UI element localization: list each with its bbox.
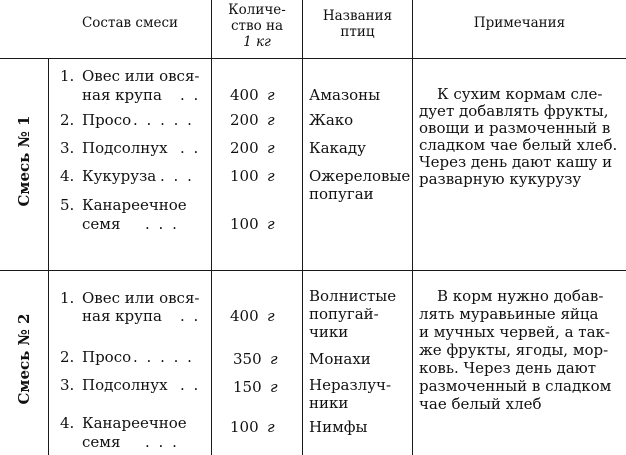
mix2-item-2-dots: . . . . . <box>133 348 194 366</box>
mix1-note-4: сладком чае белый хлеб. <box>419 136 618 154</box>
mix1-item-2-number: 2. <box>60 111 75 129</box>
mix2-note-4: же фрукты, ягоды, мор- <box>419 341 609 359</box>
mix2-item-4-line2: семя <box>82 433 121 451</box>
side-rule-2 <box>48 270 49 455</box>
mix1-item-2-dots: . . . . . <box>133 111 194 129</box>
mix2-item-1-line1: Овес или овся- <box>82 289 200 307</box>
mix1-bird-5: попугаи <box>309 185 374 203</box>
mix1-item-4-number: 4. <box>60 167 75 185</box>
mix1-item-1-line1: Овес или овся- <box>82 67 200 85</box>
mix2-item-3-unit: г <box>270 378 278 396</box>
mix1-item-5-dots: . . . <box>145 215 179 233</box>
mix2-item-4-dots: . . . <box>145 433 179 451</box>
mix2-label: Смесь № 2 <box>15 313 33 405</box>
mix2-note-6: размоченный в сладком <box>419 377 612 395</box>
mix2-item-1-line2: ная крупа <box>82 307 162 325</box>
mix2-item-4-number: 4. <box>60 414 75 432</box>
mix1-note-6: разварную кукурузу <box>419 170 582 188</box>
mix2-bird-3: чики <box>309 323 349 341</box>
mix2-note-7: чае белый хлеб <box>419 395 542 413</box>
mix2-item-2-number: 2. <box>60 348 75 366</box>
header-rule <box>0 58 626 59</box>
mix1-item-5-line2: семя <box>82 215 121 233</box>
mix1-item-5-unit: г <box>267 215 275 233</box>
mix1-item-1-amount: 400 <box>230 86 259 104</box>
mix2-item-4-line1: Канареечное <box>82 414 187 432</box>
mix1-bird-3: Какаду <box>309 139 366 157</box>
header-birds-2: птиц <box>340 24 375 40</box>
mix1-item-3-amount: 200 <box>230 139 259 157</box>
mix1-item-4-line1: Кукуруза <box>82 167 157 185</box>
mix2-item-3-amount: 150 <box>233 378 262 396</box>
mix2-item-3-number: 3. <box>60 376 75 394</box>
mix1-item-1-line2: ная крупа <box>82 86 162 104</box>
mix1-item-3-dots: . . <box>180 139 201 157</box>
mix1-item-2-amount: 200 <box>230 111 259 129</box>
mix1-item-4-dots: . . . <box>160 167 194 185</box>
mix2-note-3: и мучных червей, а так- <box>419 323 610 341</box>
mix1-item-3-unit: г <box>267 139 275 157</box>
mix2-item-1-amount: 400 <box>230 307 259 325</box>
mix1-note-2: дует добавлять фрукты, <box>419 102 609 120</box>
mix2-bird-7: Нимфы <box>309 418 368 436</box>
mix2-item-1-dots: . . <box>180 307 201 325</box>
mix2-item-2-amount: 350 <box>233 350 262 368</box>
mix2-note-1: В корм нужно добав- <box>437 287 604 305</box>
mix2-item-3-dots: . . <box>180 376 201 394</box>
section-rule <box>0 270 626 271</box>
mix2-item-2-line1: Просо <box>82 348 132 366</box>
col-rule-2 <box>302 0 303 270</box>
mix2-item-4-unit: г <box>267 418 275 436</box>
mix1-item-5-line1: Канареечное <box>82 196 187 214</box>
mix2-bird-2: попугай- <box>309 305 379 323</box>
col-rule-3b <box>412 270 413 455</box>
mix1-bird-4: Ожереловые <box>309 167 411 185</box>
mix2-item-4-amount: 100 <box>230 418 259 436</box>
header-composition: Состав смеси <box>81 15 179 31</box>
mix1-item-1-unit: г <box>267 86 275 104</box>
mix2-item-1-unit: г <box>267 307 275 325</box>
mix2-bird-5: Неразлуч- <box>309 376 392 394</box>
col-rule-1b <box>211 270 212 455</box>
header-quantity-3: 1 кг <box>243 34 271 50</box>
mix1-note-5: Через день дают кашу и <box>419 153 613 171</box>
col-rule-2b <box>302 270 303 455</box>
mix1-item-4-unit: г <box>267 167 275 185</box>
header-quantity-2: ство на <box>230 18 284 34</box>
side-rule-1 <box>48 58 49 270</box>
mix1-bird-2: Жако <box>309 111 354 129</box>
mix2-bird-1: Волнистые <box>309 287 397 305</box>
mix1-note-1: К сухим кормам сле- <box>437 85 603 103</box>
mix1-item-3-line1: Подсолнух <box>82 139 168 157</box>
col-rule-3 <box>412 0 413 270</box>
mix2-bird-4: Монахи <box>309 350 371 368</box>
mix1-item-5-amount: 100 <box>230 215 259 233</box>
mix2-note-5: ковь. Через день дают <box>419 359 597 377</box>
mix1-note-3: овощи и размоченный в <box>419 119 611 137</box>
mix2-item-3-line1: Подсолнух <box>82 376 168 394</box>
mix2-note-2: лять муравьиные яйца <box>419 305 599 323</box>
mix1-bird-1: Амазоны <box>309 86 381 104</box>
mix2-item-1-number: 1. <box>60 289 75 307</box>
mix1-item-1-dots: . . <box>180 86 201 104</box>
mix1-label: Смесь № 1 <box>15 115 33 207</box>
header-quantity-1: Количе- <box>228 2 286 18</box>
mix1-item-3-number: 3. <box>60 139 75 157</box>
mix1-item-5-number: 5. <box>60 196 75 214</box>
mix1-item-2-line1: Просо <box>82 111 132 129</box>
mix2-bird-6: ники <box>309 394 349 412</box>
header-notes: Примечания <box>473 15 566 31</box>
mix1-item-2-unit: г <box>267 111 275 129</box>
mix1-item-4-amount: 100 <box>230 167 259 185</box>
mix2-item-2-unit: г <box>270 350 278 368</box>
header-birds-1: Названия <box>322 8 393 24</box>
mix1-item-1-number: 1. <box>60 67 75 85</box>
